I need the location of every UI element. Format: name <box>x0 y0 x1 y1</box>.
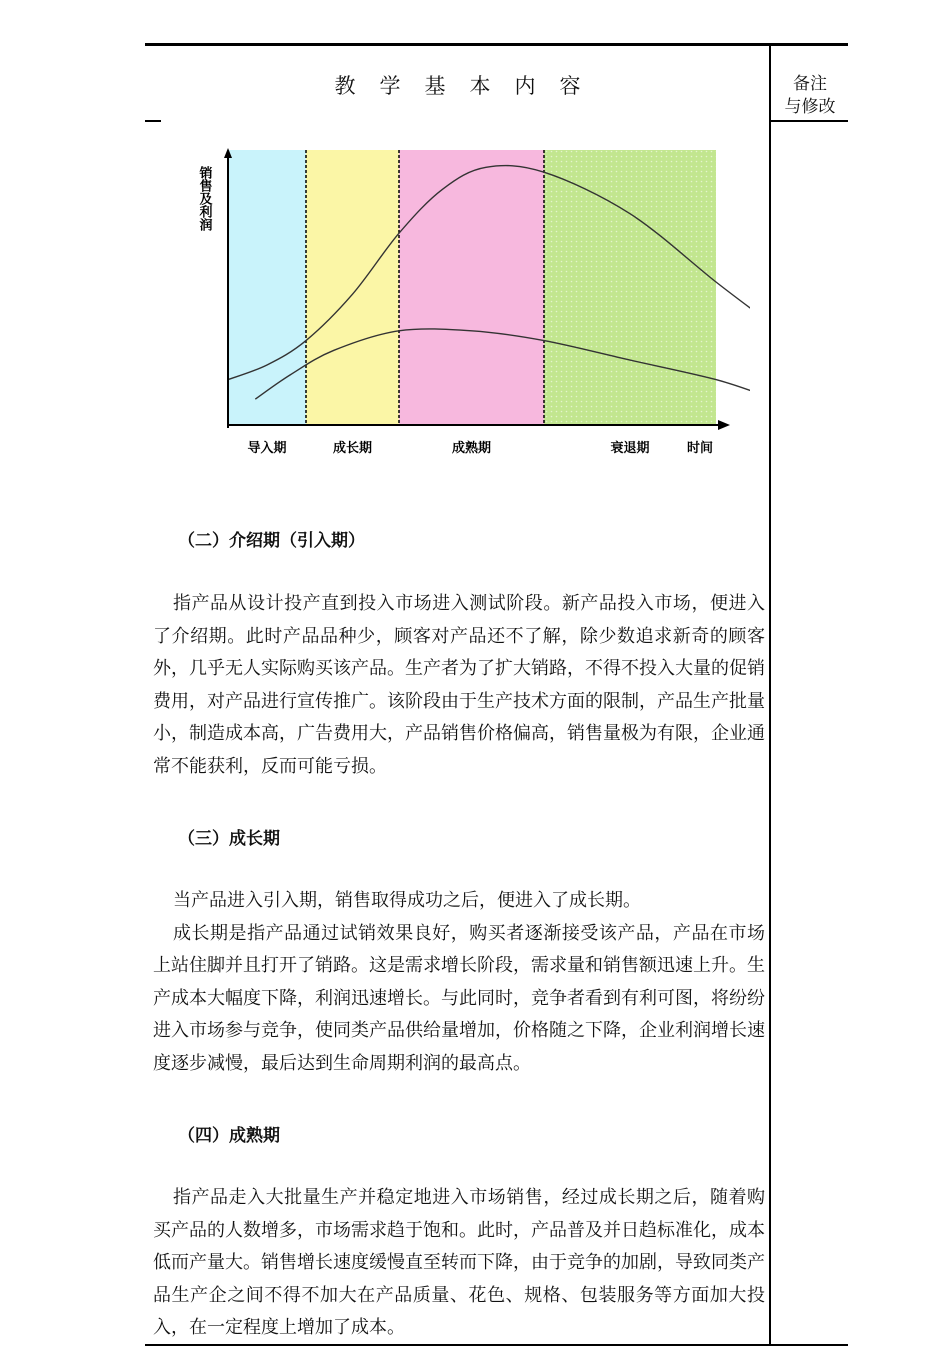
section-heading-intro: （二）介绍期（引入期） <box>178 531 365 551</box>
section-heading-growth: （三）成长期 <box>178 829 280 849</box>
table-top-border <box>145 43 848 46</box>
section-body-growth <box>153 885 765 1080</box>
x-axis-arrow-icon <box>718 420 730 430</box>
column-divider <box>769 44 771 1346</box>
stage-band-2 <box>306 150 399 424</box>
paragraph: 当产品进入引入期，销售取得成功之后，便进入了成长期。 <box>173 890 641 911</box>
paragraph: 指产品走入大批量生产并稳定地进入市场销售，经过成长期之后，随着购买产品的人数增多，市场需求趋于饱和。此时，产品普及并日趋标准化，成本低而产量大。销售增长速度缓慢直至转而下降，由于竞争的加剧，导致同类产品生产企之间不得不加大在产品质量、花色、规格、包装服务等方面加大投入，在一定程度上增加了成本。 <box>153 1187 765 1338</box>
remark-column-label <box>771 73 849 119</box>
stage-bands <box>228 150 716 424</box>
header-bottom-border <box>145 120 161 122</box>
life-cycle-chart <box>190 140 750 470</box>
stage-label-4: 衰退期 <box>610 441 650 456</box>
stage-band-3 <box>399 150 544 424</box>
stage-label-1: 导入期 <box>247 441 287 456</box>
remark-header-bottom-border <box>770 120 848 122</box>
paragraph: 指产品从设计投产直到投入市场进入测试阶段。新产品投入市场，便进入了介绍期。此时产品品种少，顾客对产品还不了解，除少数追求新奇的顾客外，几乎无人实际购买该产品。生产者为了扩大销路，不得不投入大量的促销费用，对产品进行宣传推广。该阶段由于生产技术方面的限制，产品生产批量小，制造成本高，广告费用大，产品销售价格偏高，销售量极为有限，企业通常不能获利，反而可能亏损。 <box>153 593 765 777</box>
remark-label-line1: 备注 <box>793 74 827 94</box>
stage-label-2: 成长期 <box>332 441 373 456</box>
stage-band-texture <box>544 150 716 424</box>
stage-band-1 <box>228 150 306 424</box>
x-axis-label: 时间 <box>686 441 714 456</box>
section-heading-maturity: （四）成熟期 <box>178 1126 280 1146</box>
y-axis-label: 销售及利润 <box>196 166 212 231</box>
section-body-maturity <box>153 1182 765 1345</box>
stage-label-3: 成熟期 <box>451 441 492 456</box>
page-title: 教学基本内容 <box>334 74 605 98</box>
section-body-intro <box>153 588 765 783</box>
stage-labels <box>247 440 649 456</box>
remark-label-line2: 与修改 <box>784 97 836 117</box>
paragraph: 成长期是指产品通过试销效果良好，购买者逐渐接受该产品，产品在市场上站住脚并且打开了销路。这是需求增长阶段，需求量和销售额迅速上升。生产成本大幅度下降，利润迅速增长。与此同时，竞争者看到有利可图，将纷纷进入市场参与竞争，使同类产品供给量增加，价格随之下降，企业利润增长速度逐步减慢，最后达到生命周期利润的最高点。 <box>153 922 765 1074</box>
